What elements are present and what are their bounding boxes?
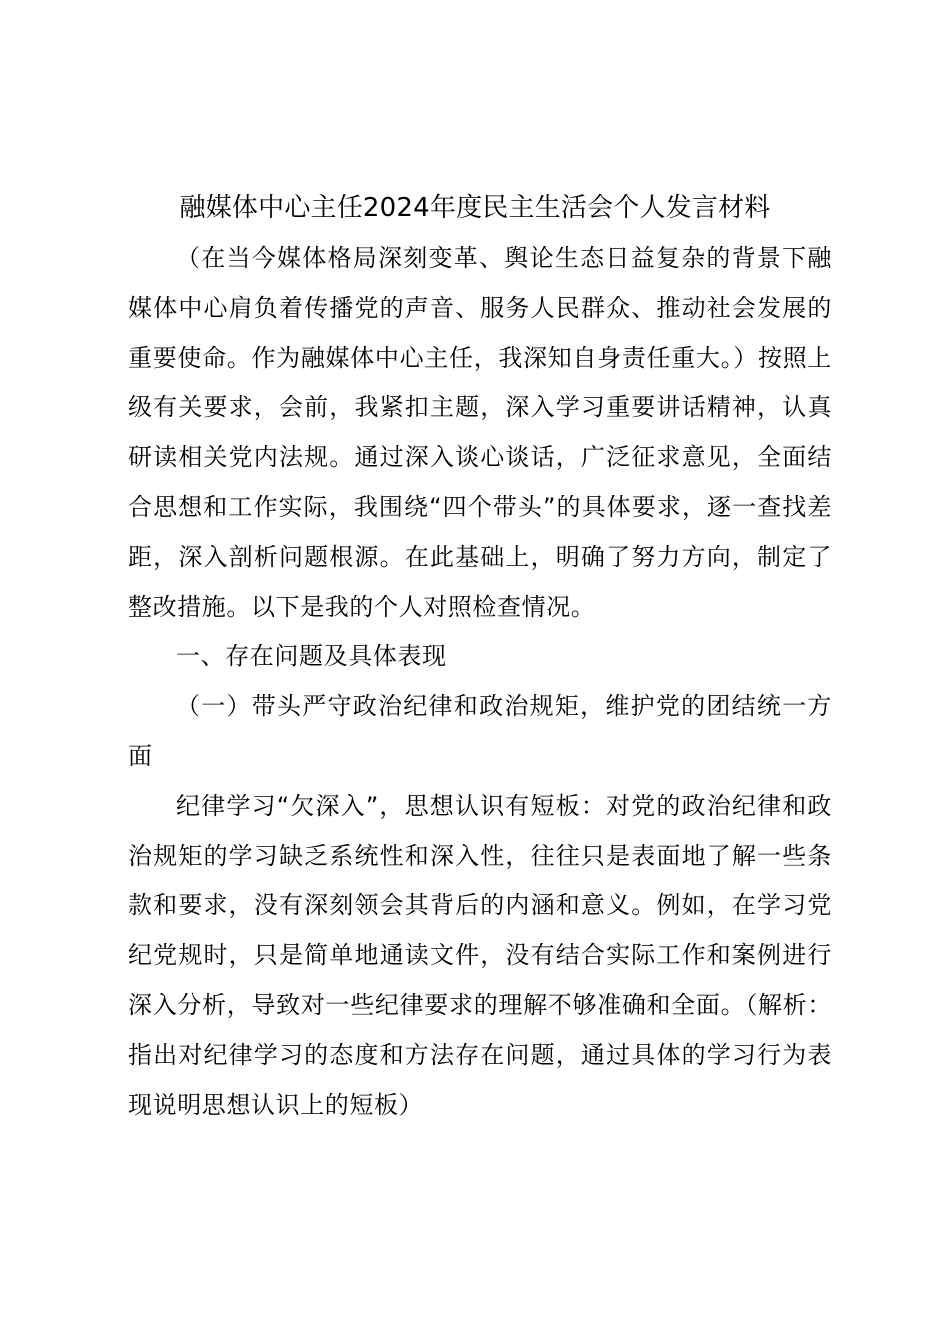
document-body bbox=[128, 234, 832, 1130]
intro-paragraph: （在当今媒体格局深刻变革、舆论生态日益复杂的背景下融媒体中心肩负着传播党的声音、服务人民群众、推动社会发展的重要使命。作为融媒体中心主任，我深知自身责任重大。）按照上级有关要求，会前，我紧扣主题，深入学习重要讲话精神，认真研读相关党内法规。通过深入谈心谈话，广泛征求意见，全面结合思想和工作实际，我围绕“四个带头”的具体要求，逐一查找差距，深入剖析问题根源。在此基础上，明确了努力方向，制定了整改措施。以下是我的个人对照检查情况。 bbox=[128, 244, 832, 621]
body-paragraph: 纪律学习“欠深入”，思想认识有短板：对党的政治纪律和政治规矩的学习缺乏系统性和深入性，往往只是表面地了解一些条款和要求，没有深刻领会其背后的内涵和意义。例如，在学习党纪党规时，只是简单地通读文件，没有结合实际工作和案例进行深入分析，导致对一些纪律要求的理解不够准确和全面。（解析：指出对纪律学习的态度和方法存在问题，通过具体的学习行为表现说明思想认识上的短板） bbox=[128, 791, 832, 1119]
subsection-heading: （一）带头严守政治纪律和政治规矩，维护党的团结统一方面 bbox=[128, 692, 832, 770]
document-title: 融媒体中心主任2024年度民主生活会个人发言材料 bbox=[179, 193, 771, 223]
section-heading: 一、存在问题及具体表现 bbox=[176, 642, 447, 671]
